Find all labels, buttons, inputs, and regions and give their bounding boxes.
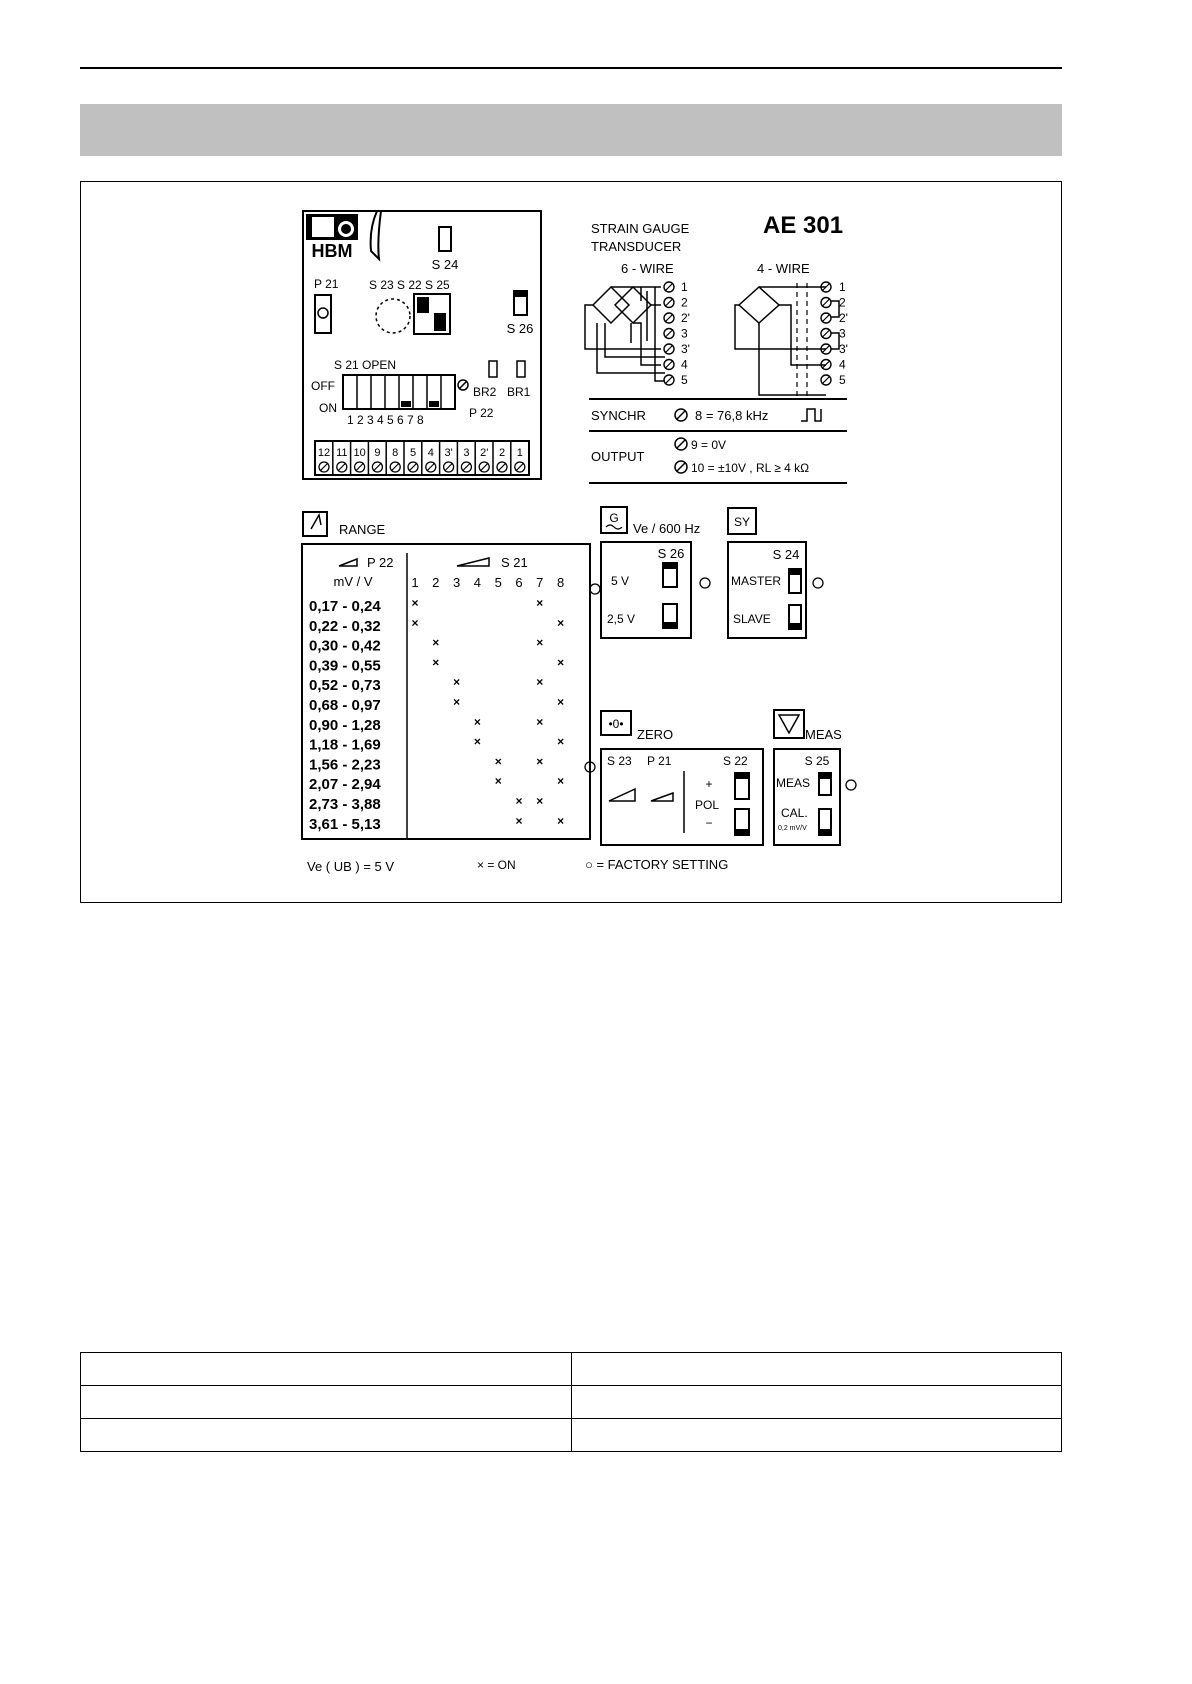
terminal-label: 3 bbox=[463, 447, 470, 459]
range-row-label: 1,56 - 2,23 bbox=[309, 756, 381, 774]
excitation-25v: 2,5 V bbox=[607, 612, 636, 626]
switch-on-mark: × bbox=[515, 813, 523, 828]
footnote-factory: ○ = FACTORY SETTING bbox=[585, 857, 729, 872]
six-wire-label: 6 - WIRE bbox=[621, 261, 674, 276]
board-switch-numbers: 1 2 3 4 5 6 7 8 bbox=[347, 413, 424, 427]
transducer-title-1: STRAIN GAUGE bbox=[591, 221, 690, 236]
terminal-label: 4 bbox=[427, 447, 434, 459]
range-row-label: 0,30 - 0,42 bbox=[309, 637, 381, 655]
board-br2: BR2 bbox=[473, 385, 497, 399]
switch-on-mark: × bbox=[494, 754, 502, 769]
terminal-label: 2' bbox=[681, 311, 690, 325]
board-s26: S 26 bbox=[506, 321, 534, 336]
zero-s23: S 23 bbox=[607, 754, 632, 768]
transducer-title-2: TRANSDUCER bbox=[591, 239, 682, 254]
switch-on-mark: × bbox=[536, 794, 544, 808]
switch-on-mark: × bbox=[536, 675, 544, 690]
range-row-label: 1,18 - 1,69 bbox=[309, 736, 381, 754]
excitation-switch: S 26 bbox=[657, 546, 685, 561]
board-on: ON bbox=[319, 401, 337, 415]
board-br1: BR1 bbox=[507, 385, 531, 399]
switch-on-mark: × bbox=[557, 695, 565, 709]
four-wire-label: 4 - WIRE bbox=[757, 261, 810, 276]
switch-on-mark: × bbox=[557, 813, 565, 828]
sync-switch: S 24 bbox=[772, 547, 800, 562]
range-column-header: 1 bbox=[411, 575, 419, 590]
terminal-label: 12 bbox=[317, 447, 331, 459]
zero-plus: + bbox=[705, 777, 713, 791]
switch-on-mark: × bbox=[411, 596, 419, 610]
terminal-label: 5 bbox=[839, 373, 846, 387]
range-row-label: 2,73 - 3,88 bbox=[309, 796, 381, 813]
range-title: RANGE bbox=[339, 522, 386, 537]
brand-label: HBM bbox=[311, 241, 353, 261]
transducer-wiring bbox=[585, 212, 848, 483]
switch-on-mark: × bbox=[536, 635, 544, 650]
switch-on-mark: × bbox=[536, 596, 544, 610]
switch-on-mark: × bbox=[557, 615, 565, 630]
sync-master: MASTER bbox=[731, 574, 782, 588]
meas-panel bbox=[774, 710, 856, 845]
board-s23-s22-s25: S 23 S 22 S 25 bbox=[369, 278, 450, 292]
switch-on-mark: × bbox=[557, 734, 565, 749]
range-column-header: 2 bbox=[432, 575, 440, 590]
excitation-5v: 5 V bbox=[611, 574, 630, 588]
dip-switch-s21 bbox=[343, 375, 468, 409]
terminal-label: 1 bbox=[516, 447, 523, 459]
terminal-label: 8 bbox=[392, 447, 399, 459]
range-row-label: 0,22 - 0,32 bbox=[309, 617, 381, 635]
output-label: OUTPUT bbox=[591, 449, 645, 464]
switch-on-mark: × bbox=[515, 794, 523, 808]
zero-minus: − bbox=[705, 816, 713, 830]
model-title: AE 301 bbox=[763, 212, 844, 239]
switch-on-mark: × bbox=[536, 714, 544, 729]
terminal-symbol-icon bbox=[675, 409, 687, 421]
meas-switch: S 25 bbox=[804, 754, 830, 768]
zero-pol: POL bbox=[694, 798, 720, 812]
ae301-settings-diagram bbox=[81, 182, 1061, 902]
switch-on-mark: × bbox=[411, 615, 419, 630]
section-heading-bar bbox=[80, 104, 1062, 156]
zero-p21: P 21 bbox=[647, 754, 672, 768]
s21-ramp-icon bbox=[457, 558, 489, 566]
figure-frame bbox=[80, 181, 1062, 903]
factory-setting-marker bbox=[590, 584, 600, 594]
terminal-label: 1 bbox=[839, 280, 846, 294]
table-row bbox=[81, 1353, 1062, 1386]
footnote-voltage: Ve ( UB ) = 5 V bbox=[307, 859, 395, 874]
terminal-label: 5 bbox=[681, 373, 688, 387]
switch-on-mark: × bbox=[432, 655, 440, 670]
terminal-label: 2' bbox=[839, 311, 848, 325]
board-s21-open: S 21 OPEN bbox=[334, 358, 397, 372]
six-wire-terminals bbox=[664, 280, 690, 387]
range-column-header: 5 bbox=[494, 575, 502, 590]
terminal-label: 3' bbox=[444, 447, 453, 459]
terminal-label: 2' bbox=[480, 447, 489, 459]
switch-on-mark: × bbox=[453, 695, 461, 709]
terminal-label: 4 bbox=[839, 357, 846, 372]
output-line-2: 10 = ±10V , RL ≥ 4 kΩ bbox=[691, 461, 810, 475]
board-p22: P 22 bbox=[469, 406, 494, 420]
terminal-label: 2 bbox=[681, 295, 688, 310]
switch-on-mark: × bbox=[473, 734, 481, 749]
range-s21: S 21 bbox=[501, 555, 528, 570]
meas-cal-sub: 0,2 mV/V bbox=[778, 825, 807, 832]
range-row-label: 3,61 - 5,13 bbox=[309, 815, 381, 833]
table-row bbox=[81, 1386, 1062, 1419]
board-p21: P 21 bbox=[314, 277, 339, 291]
meas-label: MEAS bbox=[805, 727, 842, 742]
header-rule bbox=[80, 67, 1062, 69]
four-wire-bridge bbox=[735, 283, 839, 399]
terminal-label: 10 bbox=[353, 447, 366, 459]
sync-slave: SLAVE bbox=[733, 612, 771, 626]
terminal-label: 2 bbox=[839, 295, 846, 310]
range-row-label: 2,07 - 2,94 bbox=[309, 776, 381, 794]
meas-option-meas: MEAS bbox=[776, 776, 811, 790]
board-s24: S 24 bbox=[431, 257, 459, 272]
range-row-label: 0,17 - 0,24 bbox=[309, 598, 381, 615]
zero-panel bbox=[585, 711, 763, 845]
terminal-label: 4 bbox=[681, 357, 688, 372]
switch-on-mark: × bbox=[473, 714, 481, 729]
terminal-label: 3' bbox=[681, 342, 690, 356]
range-icon bbox=[311, 515, 321, 529]
synchr-label: SYNCHR bbox=[591, 408, 646, 423]
switch-on-mark: × bbox=[536, 754, 544, 769]
terminal-strip bbox=[315, 441, 529, 475]
range-column-header: 7 bbox=[536, 575, 544, 590]
range-row-label: 0,39 - 0,55 bbox=[309, 657, 381, 675]
terminal-label: 3' bbox=[839, 342, 848, 356]
terminal-label: 3 bbox=[839, 326, 846, 341]
board-layout bbox=[303, 211, 541, 479]
table-row bbox=[81, 1419, 1062, 1452]
square-wave-icon bbox=[801, 409, 821, 421]
range-unit: mV / V bbox=[333, 574, 373, 589]
range-row-label: 0,52 - 0,73 bbox=[309, 677, 381, 695]
range-row-label: 0,90 - 1,28 bbox=[309, 716, 381, 734]
range-column-header: 6 bbox=[515, 575, 523, 590]
potentiometer-icon bbox=[339, 559, 357, 566]
sync-icon: SY bbox=[733, 515, 751, 529]
switch-on-mark: × bbox=[453, 675, 461, 690]
output-line-1: 9 = 0V bbox=[691, 438, 727, 452]
terminal-label: 9 bbox=[374, 447, 381, 459]
range-rows bbox=[309, 584, 600, 833]
terminal-label: 3 bbox=[681, 326, 688, 341]
switch-on-mark: × bbox=[557, 655, 565, 670]
zero-icon: •0• bbox=[608, 717, 624, 731]
excitation-label: Ve / 600 Hz bbox=[633, 521, 701, 536]
switch-on-mark: × bbox=[494, 774, 502, 789]
terminal-label: 11 bbox=[336, 447, 348, 459]
range-p22: P 22 bbox=[367, 555, 394, 570]
meas-option-cal: CAL. bbox=[781, 806, 808, 820]
zero-label: ZERO bbox=[637, 727, 674, 742]
six-wire-bridge bbox=[585, 287, 665, 381]
switch-on-mark: × bbox=[557, 774, 565, 789]
excitation-icon: G bbox=[609, 511, 619, 525]
range-row-label: 0,68 - 0,97 bbox=[309, 697, 381, 714]
terminal-label: 1 bbox=[681, 280, 688, 294]
terminal-label: 5 bbox=[409, 447, 417, 459]
range-column-header: 4 bbox=[473, 575, 482, 590]
excitation-panel bbox=[601, 507, 710, 638]
synchr-value: 8 = 76,8 kHz bbox=[695, 408, 769, 423]
zero-s22: S 22 bbox=[723, 754, 748, 768]
switch-on-mark: × bbox=[432, 635, 440, 650]
meas-icon bbox=[779, 715, 799, 733]
blank-table bbox=[80, 1352, 1062, 1452]
range-column-header: 8 bbox=[556, 575, 565, 590]
sync-panel bbox=[728, 508, 823, 638]
board-off: OFF bbox=[311, 379, 335, 393]
range-columns bbox=[411, 575, 564, 590]
terminal-label: 2 bbox=[498, 447, 506, 459]
range-column-header: 3 bbox=[452, 575, 461, 590]
footnote-on: × = ON bbox=[477, 858, 516, 872]
hbm-logo bbox=[306, 214, 358, 261]
